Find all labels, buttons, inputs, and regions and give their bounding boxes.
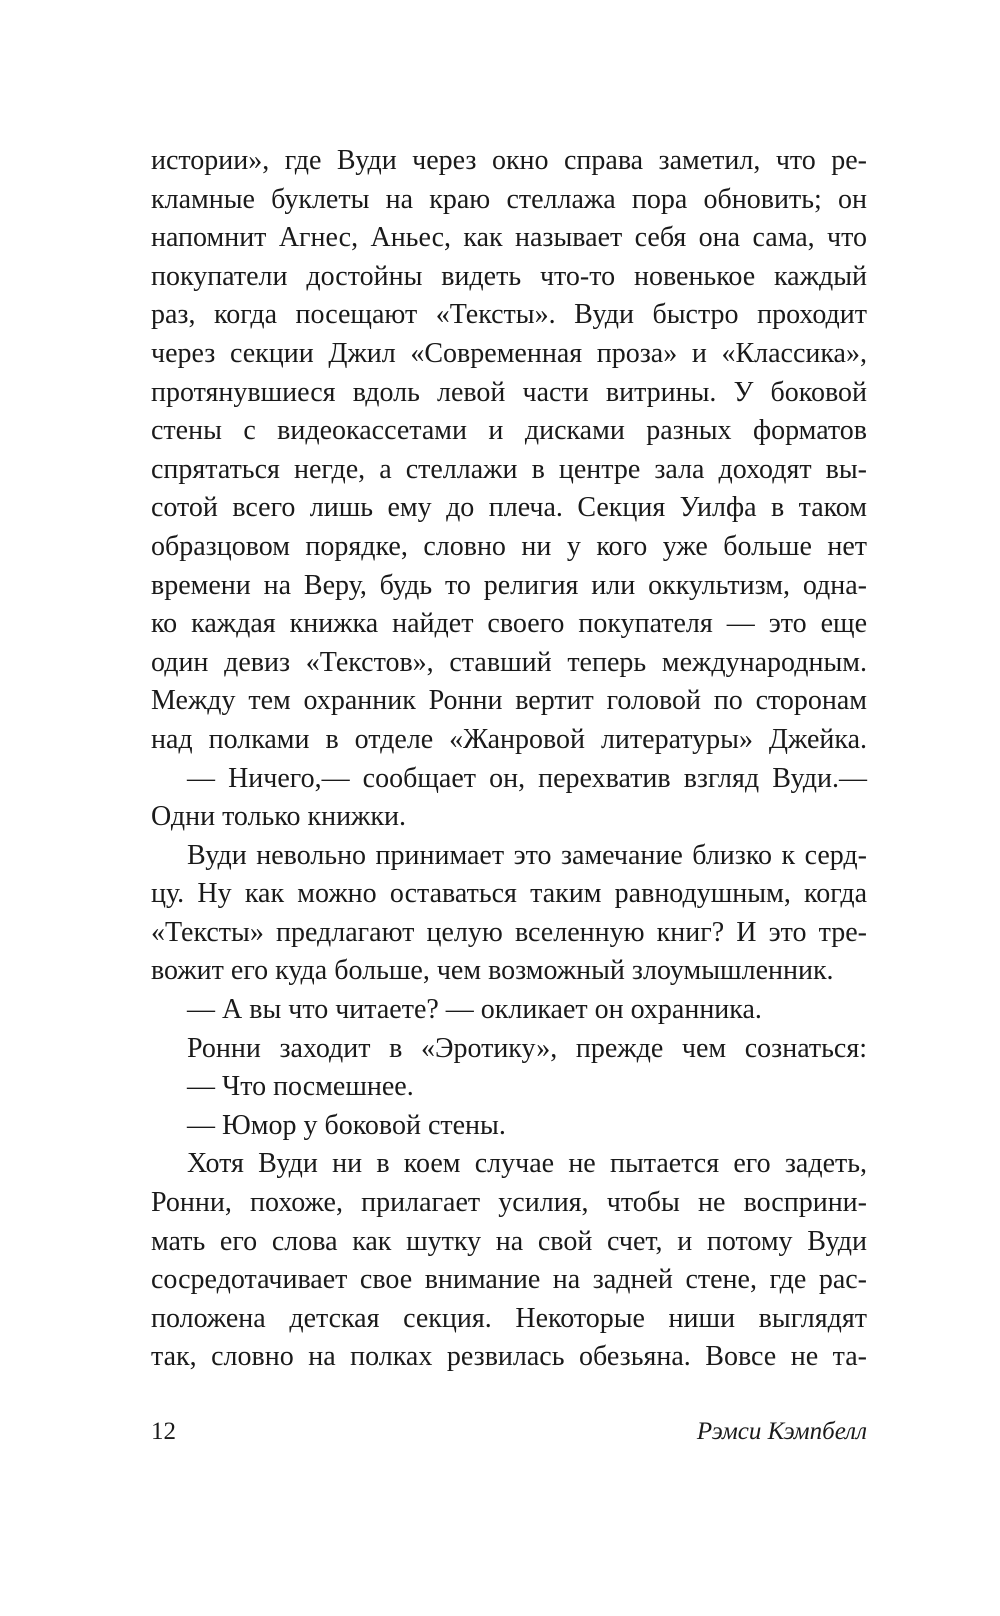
text-line: покупатели достойны видеть что-то новенькое каждый bbox=[151, 260, 867, 292]
text-line: Ронни, похоже, прилагает усилия, чтобы не восприни- bbox=[151, 1187, 867, 1219]
text-line: сосредотачивает свое внимание на задней стене, где рас- bbox=[151, 1264, 867, 1296]
text-line: протянувшиеся вдоль левой части витрины. У боковой bbox=[151, 376, 867, 408]
text-line: сотой всего лишь ему до плеча. Секция Уилфа в таком bbox=[151, 492, 867, 524]
text-line: цу. Ну как можно оставаться таким равнодушным, когда bbox=[151, 878, 867, 910]
text-line: вожит его куда больше, чем возможный злоумышленник. bbox=[151, 955, 834, 987]
text-line: ко каждая книжка найдет своего покупателя — это еще bbox=[151, 608, 867, 640]
text-line: через секции Джил «Современная проза» и «Классика», bbox=[151, 337, 867, 369]
text-line: положена детская секция. Некоторые ниши выглядят bbox=[151, 1302, 867, 1334]
text-line: — Юмор у боковой стены. bbox=[187, 1109, 506, 1141]
text-line: стены с видеокассетами и дисками разных форматов bbox=[151, 415, 867, 447]
text-line: Вуди невольно принимает это замечание близко к серд- bbox=[187, 839, 867, 871]
text-line: спрятаться негде, а стеллажи в центре зала доходят вы- bbox=[151, 453, 867, 485]
page-number: 12 bbox=[151, 1418, 176, 1445]
text-line: один девиз «Текстов», ставший теперь международным. bbox=[151, 646, 867, 678]
text-line: образцовом порядке, словно ни у кого уже больше нет bbox=[151, 530, 867, 562]
text-line: времени на Веру, будь то религия или оккультизм, одна- bbox=[151, 569, 867, 601]
text-line: Одни только книжки. bbox=[151, 801, 406, 833]
text-line: так, словно на полках резвилась обезьяна. Вовсе не та- bbox=[151, 1341, 867, 1373]
text-line: кламные буклеты на краю стеллажа пора обновить; он bbox=[151, 183, 867, 215]
text-line: истории», где Вуди через окно справа заметил, что ре- bbox=[151, 145, 867, 176]
text-line: Между тем охранник Ронни вертит головой по сторонам bbox=[151, 685, 867, 717]
text-line: — Что посмешнее. bbox=[187, 1071, 414, 1103]
text-line: мать его слова как шутку на свой счет, и потому Вуди bbox=[151, 1225, 867, 1257]
text-line: напомнит Агнес, Аньес, как называет себя она сама, что bbox=[151, 222, 867, 254]
text-line: «Тексты» предлагают целую вселенную книг? И это тре- bbox=[151, 916, 867, 948]
text-line: раз, когда посещают «Тексты». Вуди быстро проходит bbox=[151, 299, 867, 331]
page-body bbox=[151, 142, 867, 1377]
page-footer bbox=[151, 1412, 867, 1452]
text-line: над полками в отделе «Жанровой литературы» Джейка. bbox=[151, 723, 867, 755]
text-line: — А вы что читаете? — окликает он охранника. bbox=[187, 994, 762, 1026]
text-line: Ронни заходит в «Эротику», прежде чем сознаться: bbox=[187, 1032, 867, 1064]
text-line: — Ничего,— сообщает он, перехватив взгляд Вуди.— bbox=[187, 762, 867, 794]
running-head-author: Рэмси Кэмпбелл bbox=[696, 1418, 867, 1445]
text-line: Хотя Вуди ни в коем случае не пытается его задеть, bbox=[187, 1148, 867, 1180]
